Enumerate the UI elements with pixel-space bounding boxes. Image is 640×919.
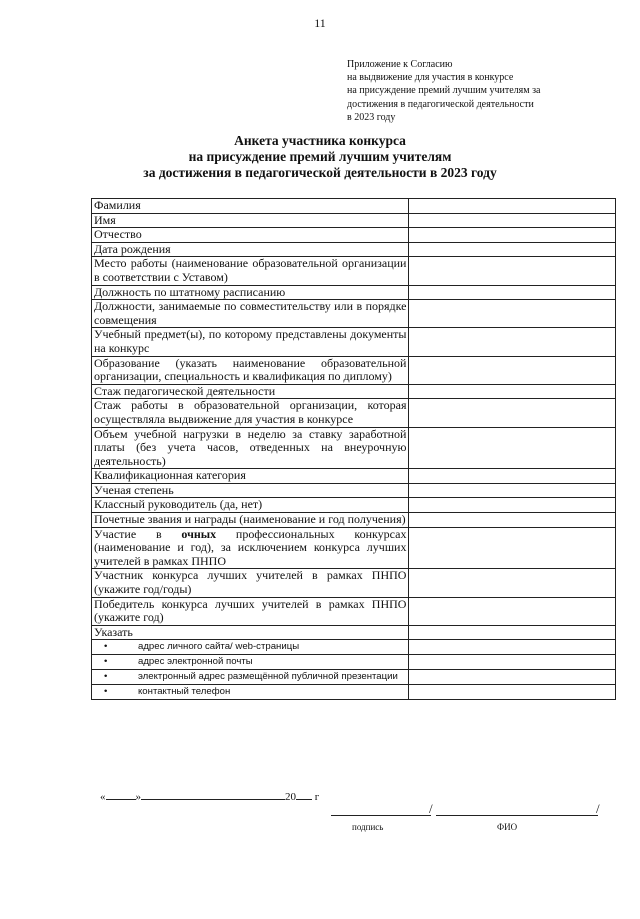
field-label: Дата рождения: [92, 242, 409, 257]
title-line: на присуждение премий лучшим учителям: [188, 149, 452, 165]
field-label: Отчество: [92, 228, 409, 243]
field-value[interactable]: [409, 384, 616, 399]
contact-row: [92, 670, 616, 685]
date-line: [100, 789, 319, 803]
table-row: [92, 498, 616, 513]
field-value[interactable]: [409, 199, 616, 214]
field-value[interactable]: [409, 213, 616, 228]
table-row: [92, 483, 616, 498]
field-value[interactable]: [409, 569, 616, 597]
table-row: [92, 569, 616, 597]
table-row: [92, 300, 616, 328]
field-label: Квалификационная категория: [92, 469, 409, 484]
bullet-icon: •: [104, 641, 108, 653]
field-label: Место работы (наименование образовательной организации в соответствии с Уставом): [92, 257, 409, 285]
close-quote: »: [135, 791, 141, 803]
field-label: Фамилия: [92, 199, 409, 214]
field-value[interactable]: [409, 356, 616, 384]
field-value[interactable]: [409, 399, 616, 427]
page-number: 11: [314, 16, 326, 30]
title-line: Анкета участника конкурса: [234, 133, 406, 148]
contact-label: [92, 655, 409, 670]
open-quote: «: [100, 791, 106, 803]
appendix-note: [347, 58, 617, 124]
slash-separator: /: [596, 801, 600, 816]
appendix-line: достижения в педагогической деятельности: [347, 98, 534, 110]
name-label: ФИО: [497, 822, 518, 832]
field-label: Должность по штатному расписанию: [92, 285, 409, 300]
field-value[interactable]: [409, 427, 616, 469]
field-label: [92, 527, 409, 569]
table-row: [92, 513, 616, 528]
table-row: [92, 199, 616, 214]
label-part: профессиональных конкурсах (наименование и год), за исключением конкурса лучших учителей в рамках ПНПО: [94, 526, 407, 568]
contact-text: адрес личного сайта/ web-страницы: [138, 641, 300, 653]
field-value[interactable]: [409, 328, 616, 356]
day-field[interactable]: [106, 789, 136, 800]
field-value[interactable]: [409, 625, 616, 640]
table-row: [92, 356, 616, 384]
field-label: Указать: [92, 625, 409, 640]
slash-separator: /: [429, 801, 433, 816]
table-row: [92, 384, 616, 399]
appendix-line: в 2023 году: [347, 111, 396, 123]
field-label: Образование (указать наименование образовательной организации, специальность и квалификация по диплому): [92, 356, 409, 384]
contact-row: [92, 655, 616, 670]
year-prefix: 20: [285, 791, 296, 803]
field-label: Победитель конкурса лучших учителей в рамках ПНПО (укажите год): [92, 597, 409, 625]
field-label: Объем учебной нагрузки в неделю за ставку заработной платы (без учета часов, отведенных на внеурочную деятельность): [92, 427, 409, 469]
contact-value[interactable]: [409, 670, 616, 685]
field-value[interactable]: [409, 242, 616, 257]
field-value[interactable]: [409, 498, 616, 513]
contact-text: контактный телефон: [138, 686, 231, 698]
table-row: [92, 469, 616, 484]
table-row: [92, 285, 616, 300]
contact-label: [92, 640, 409, 655]
contact-text: электронный адрес размещённой публичной презентации: [138, 671, 398, 683]
label-part: Участие в: [94, 526, 182, 541]
field-label: Учебный предмет(ы), по которому представлены документы на конкурс: [92, 328, 409, 356]
label-emphasis: очных: [181, 526, 217, 541]
contact-row: [92, 685, 616, 700]
field-value[interactable]: [409, 228, 616, 243]
contact-value[interactable]: [409, 685, 616, 700]
field-value[interactable]: [409, 257, 616, 285]
field-label: Почетные звания и награды (наименование и год получения): [92, 513, 409, 528]
bullet-icon: •: [104, 656, 108, 668]
table-row: [92, 427, 616, 469]
appendix-line: на выдвижение для участия в конкурсе: [347, 72, 514, 84]
year-suffix: г: [314, 791, 320, 803]
title-line: за достижения в педагогической деятельности в 2023 году: [143, 165, 497, 181]
year-field[interactable]: [296, 789, 312, 800]
signature-label: подпись: [352, 822, 384, 832]
month-field[interactable]: [141, 789, 285, 800]
contact-label: [92, 685, 409, 700]
contact-value[interactable]: [409, 655, 616, 670]
contact-value[interactable]: [409, 640, 616, 655]
table-row: [92, 625, 616, 640]
table-row: [92, 399, 616, 427]
table-row: [92, 597, 616, 625]
field-value[interactable]: [409, 527, 616, 569]
field-label: Стаж педагогической деятельности: [92, 384, 409, 399]
name-field[interactable]: [436, 815, 598, 816]
questionnaire-table: [91, 198, 616, 700]
field-label: Классный руководитель (да, нет): [92, 498, 409, 513]
table-row: [92, 527, 616, 569]
table-row: [92, 228, 616, 243]
signature-field[interactable]: [331, 815, 431, 816]
field-label: Должности, занимаемые по совместительству или в порядке совмещения: [92, 300, 409, 328]
table-row: [92, 213, 616, 228]
field-value[interactable]: [409, 483, 616, 498]
bullet-icon: •: [104, 671, 108, 683]
table-row: [92, 328, 616, 356]
table-row: [92, 242, 616, 257]
bullet-icon: •: [104, 686, 108, 698]
field-label: Ученая степень: [92, 483, 409, 498]
field-value[interactable]: [409, 513, 616, 528]
contact-row: [92, 640, 616, 655]
field-value[interactable]: [409, 300, 616, 328]
contact-text: адрес электронной почты: [138, 656, 253, 668]
field-value[interactable]: [409, 285, 616, 300]
field-label: Имя: [92, 213, 409, 228]
field-label: Участник конкурса лучших учителей в рамках ПНПО (укажите год/годы): [92, 569, 409, 597]
field-label: Стаж работы в образовательной организации, которая осуществляла выдвижение для участия в конкурсе: [92, 399, 409, 427]
appendix-line: на присуждение премий лучшим учителям за: [347, 85, 541, 97]
contact-label: [92, 670, 409, 685]
appendix-line: Приложение к Согласию: [347, 59, 453, 70]
table-row: [92, 257, 616, 285]
form-title: [0, 133, 640, 182]
field-value[interactable]: [409, 597, 616, 625]
field-value[interactable]: [409, 469, 616, 484]
